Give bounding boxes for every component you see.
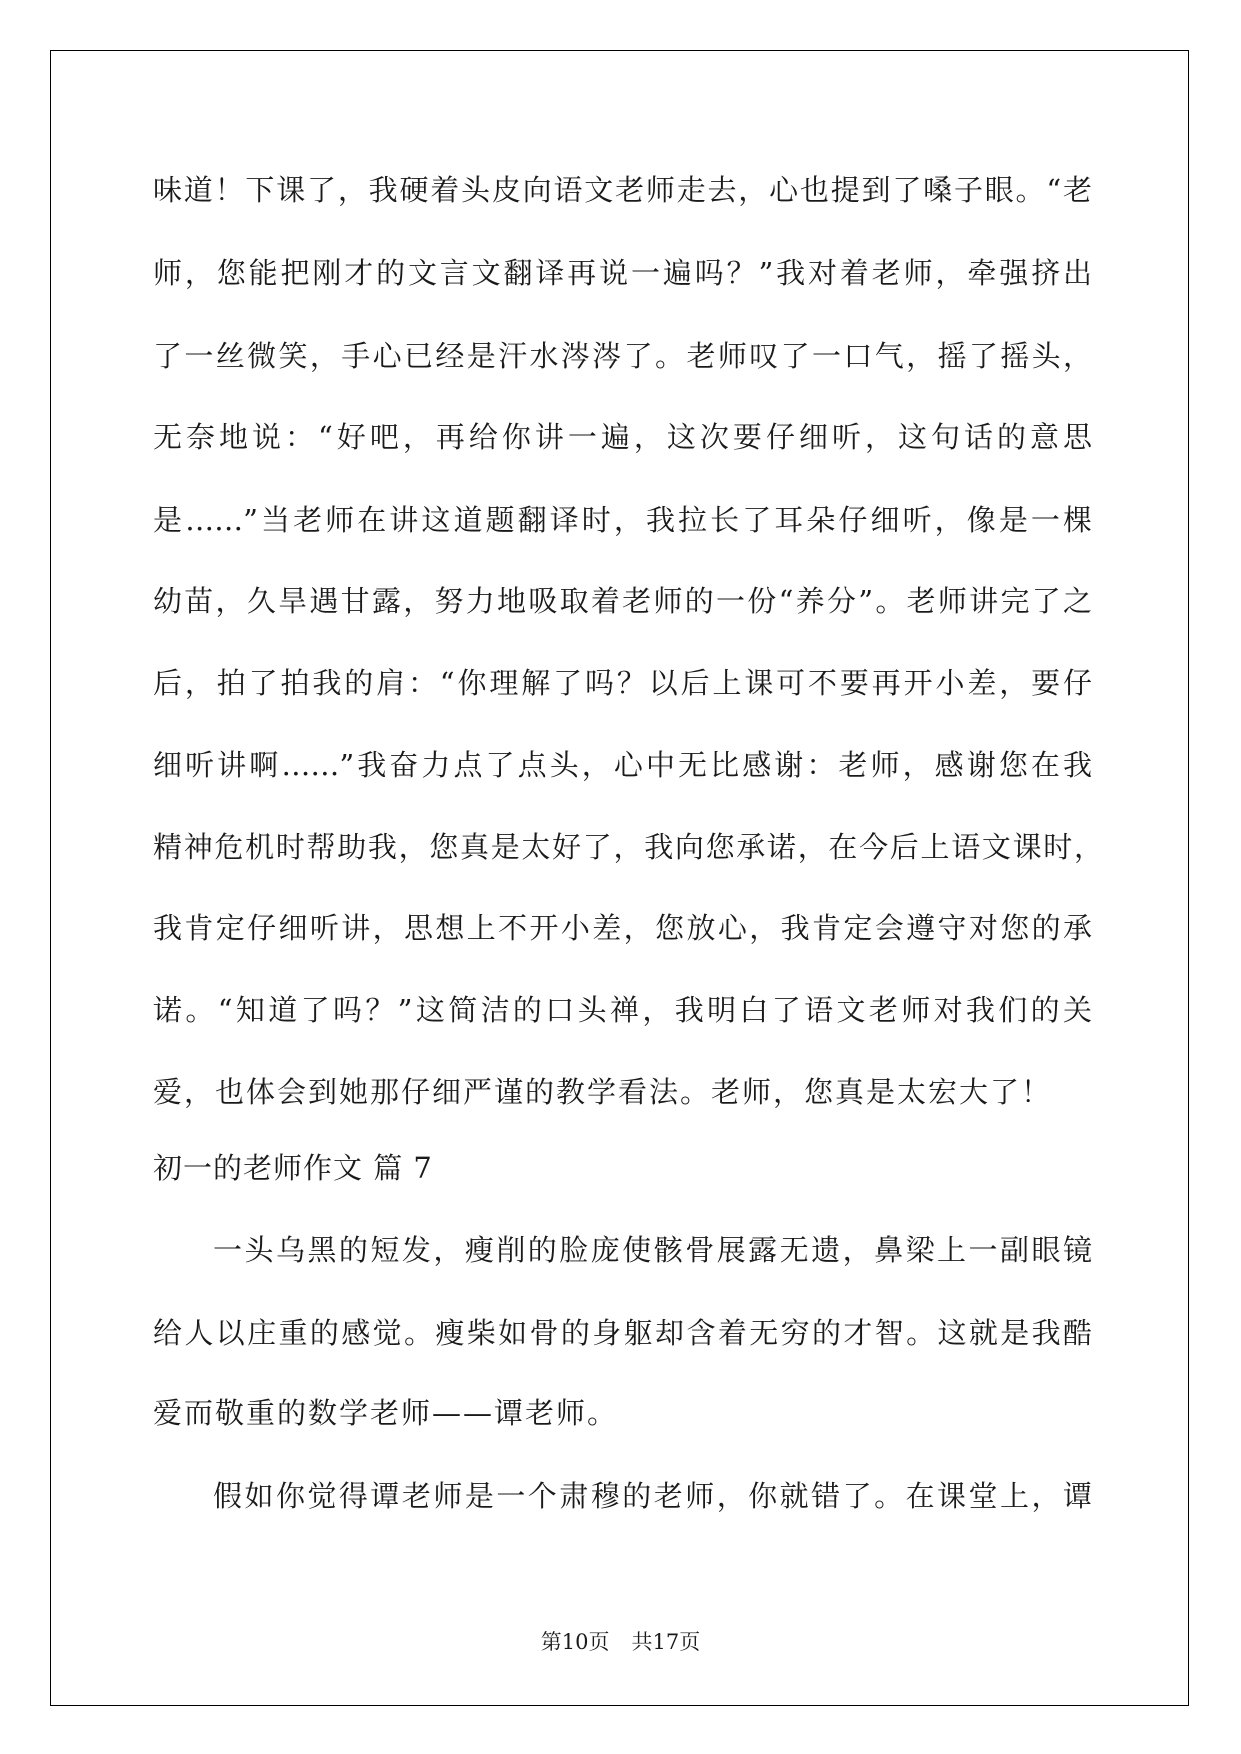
page-footer xyxy=(0,1628,1241,1656)
paragraph-line: 爱而敬重的数学老师——谭老师。 xyxy=(153,1396,619,1430)
paragraph-line: 一头乌黑的短发，瘦削的脸庞使骸骨展露无遗，鼻梁上一副眼镜 xyxy=(213,1233,1092,1267)
paragraph-line: 了一丝微笑，手心已经是汗水涔涔了。老师叹了一口气，摇了摇头， xyxy=(153,339,1092,373)
paragraph-line: 无奈地说：“好吧，再给你讲一遍，这次要仔细听，这句话的意思 xyxy=(153,420,1092,454)
paragraph-line: 细听讲啊……”我奋力点了点头，心中无比感谢：老师，感谢您在我 xyxy=(153,748,1092,782)
page-total: 共17页 xyxy=(631,1630,701,1654)
paragraph-line: 我肯定仔细听讲，思想上不开小差，您放心，我肯定会遵守对您的承 xyxy=(153,911,1092,945)
paragraph-line: 后，拍了拍我的肩：“你理解了吗？以后上课可不要再开小差，要仔 xyxy=(153,666,1092,700)
paragraph-line: 假如你觉得谭老师是一个肃穆的老师，你就错了。在课堂上，谭 xyxy=(213,1479,1092,1513)
paragraph-line: 味道！下课了，我硬着头皮向语文老师走去，心也提到了嗓子眼。“老 xyxy=(153,173,1092,207)
section-heading: 初一的老师作文 篇 7 xyxy=(153,1151,433,1185)
paragraph-line: 爱，也体会到她那仔细严谨的教学看法。老师，您真是太宏大了！ xyxy=(153,1075,1053,1109)
page-border xyxy=(50,50,1189,1706)
paragraph-line: 精神危机时帮助我，您真是太好了，我向您承诺，在今后上语文课时， xyxy=(153,830,1103,864)
paragraph-line: 幼苗，久旱遇甘露，努力地吸取着老师的一份“养分”。老师讲完了之 xyxy=(153,584,1092,618)
paragraph-line: 给人以庄重的感觉。瘦柴如骨的身躯却含着无穷的才智。这就是我酷 xyxy=(153,1316,1092,1350)
paragraph-line: 诺。“知道了吗？”这简洁的口头禅，我明白了语文老师对我们的关 xyxy=(153,993,1092,1027)
paragraph-line: 是……”当老师在讲这道题翻译时，我拉长了耳朵仔细听，像是一棵 xyxy=(153,503,1092,537)
paragraph-line: 师，您能把刚才的文言文翻译再说一遍吗？”我对着老师，牵强挤出 xyxy=(153,256,1092,290)
page-number: 第10页 xyxy=(540,1630,610,1654)
